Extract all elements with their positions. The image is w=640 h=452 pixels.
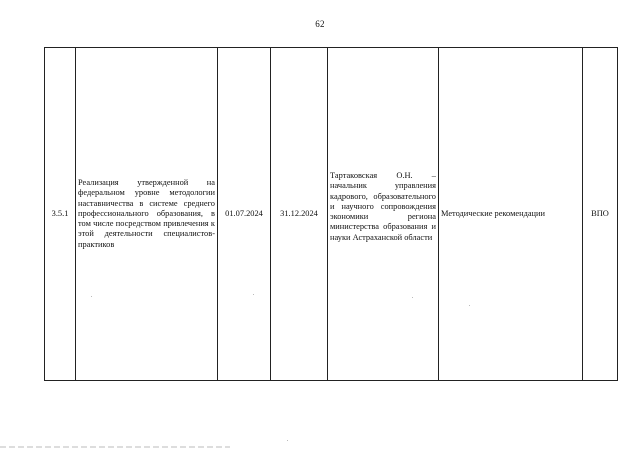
cell-organization: ВПО [583, 48, 618, 381]
scan-speck [253, 294, 254, 295]
cell-item-number: 3.5.1 [45, 48, 76, 381]
cell-result: Методические рекомендации [439, 48, 583, 381]
scan-speck [91, 296, 92, 297]
table-row [45, 48, 618, 381]
scan-speck [469, 305, 470, 306]
scan-speck [287, 440, 288, 441]
measures-table [44, 47, 618, 381]
cell-start-date: 01.07.2024 [218, 48, 271, 381]
cell-description: Реализация утвержденной на федеральном уровне методологии наставничества в системе среднего профессионального образования, в том числе посредством привлечения к этой деятельности специалистов-практиков [76, 48, 218, 381]
cell-end-date: 31.12.2024 [271, 48, 328, 381]
page-number: 62 [315, 19, 325, 29]
scan-artifact [0, 446, 230, 448]
responsible-text: Тартаковская О.Н. – начальник управления кадрового, образовательного и научного сопровождения экономики региона министерства образования и науки Астраханской области [330, 171, 436, 242]
cell-responsible [328, 48, 439, 381]
scan-speck [412, 297, 413, 298]
